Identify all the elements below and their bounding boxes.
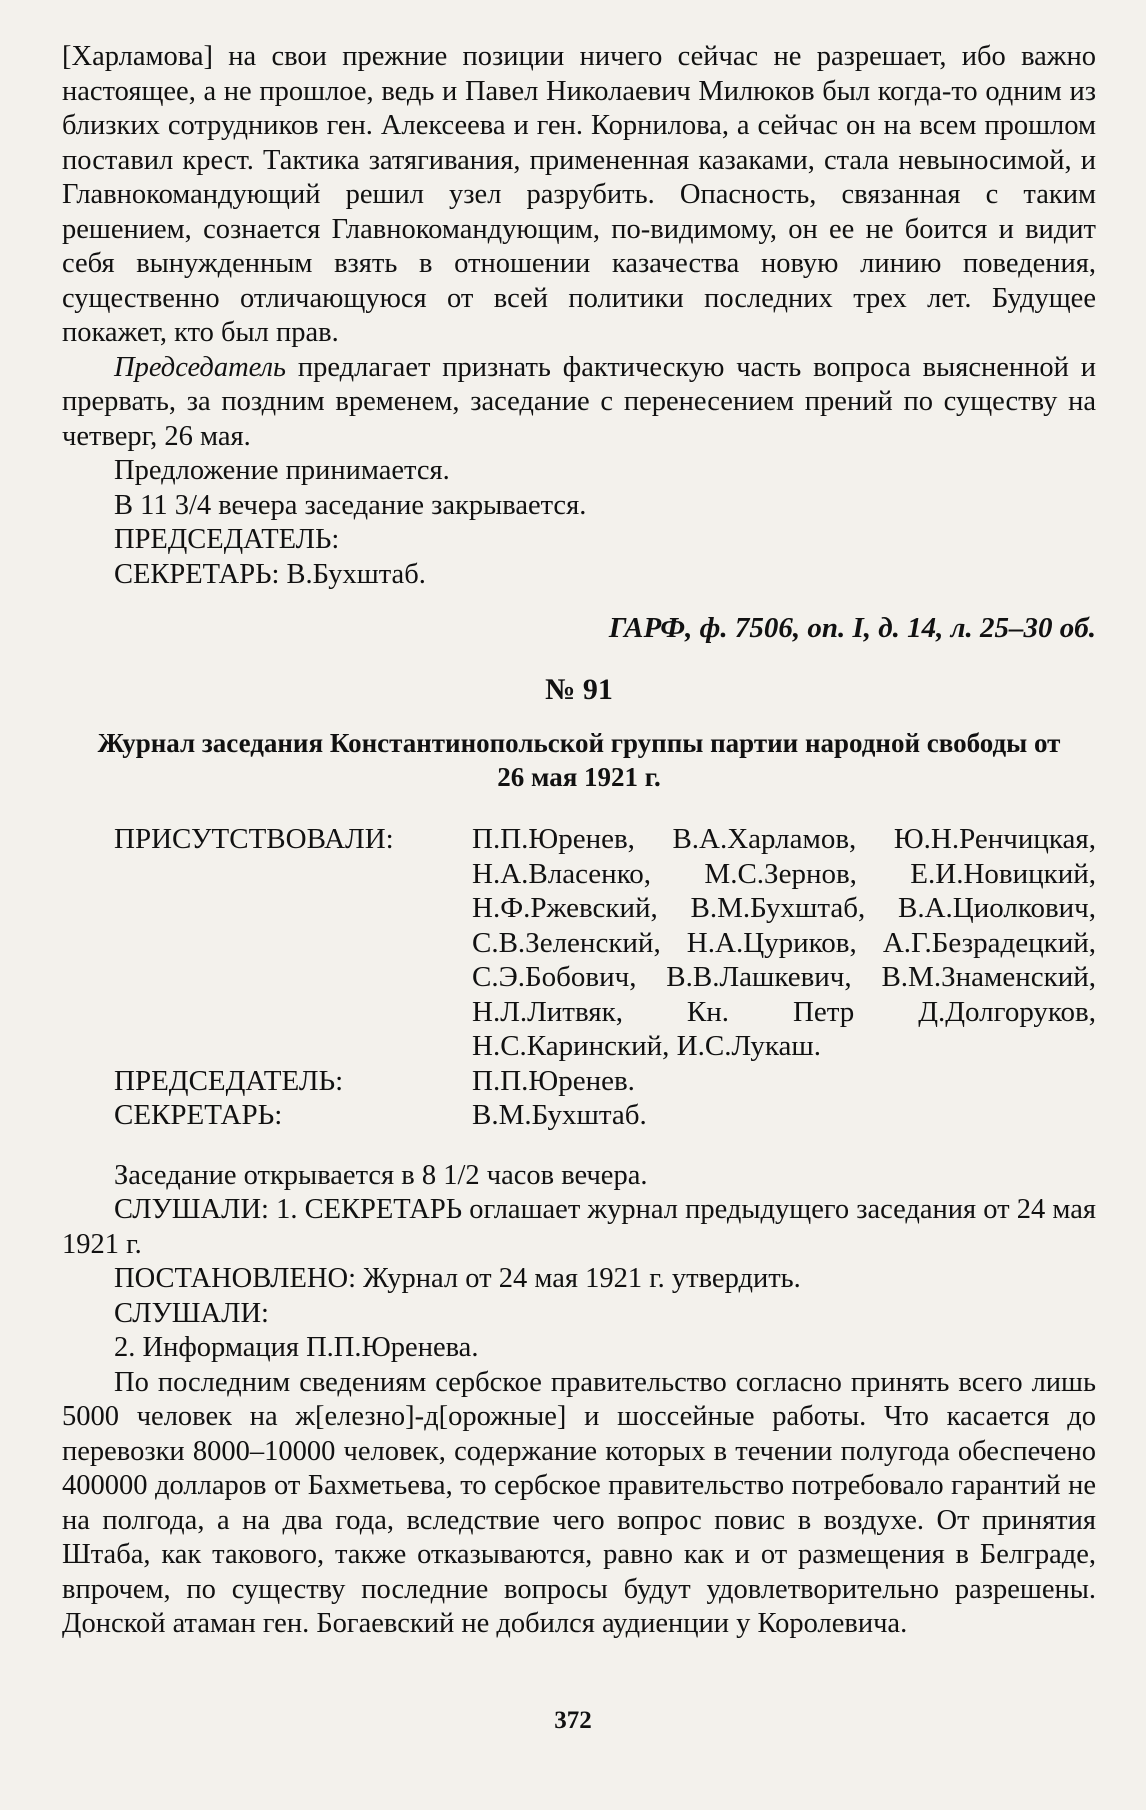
secretary-row [62, 1098, 1096, 1133]
secretary-name: В.М.Бухштаб. [472, 1099, 647, 1131]
chairman-name: П.П.Юренев. [472, 1064, 635, 1097]
secretary-signature: СЕКРЕТАРЬ: В.Бухштаб. [114, 558, 426, 590]
present-label: ПРИСУТСТВОВАЛИ: [114, 823, 394, 855]
minutes-section [62, 1159, 1096, 1642]
page-number: 372 [554, 1707, 592, 1734]
continuation-section [62, 40, 1096, 592]
session-closed-fraction: 3/4 [174, 489, 212, 521]
heard-item-1: СЛУШАЛИ: 1. СЕКРЕТАРЬ оглашает журнал предыдущего заседания от 24 мая 1921 г. [62, 1194, 1096, 1260]
chair-word: Председатель [114, 351, 286, 383]
proposal-accepted: Предложение принимается. [114, 455, 450, 486]
secretary-label: СЕКРЕТАРЬ: [114, 1099, 283, 1131]
chairman-label: ПРЕДСЕДАТЕЛЬ: [114, 1064, 344, 1097]
chairman-signature: ПРЕДСЕДАТЕЛЬ: [114, 524, 340, 555]
heard-item-2: 2. Информация П.П.Юренева. [114, 1332, 479, 1363]
resolution: ПОСТАНОВЛЕНО: Журнал от 24 мая 1921 г. утвердить. [114, 1263, 801, 1294]
continuation-paragraph: [Харламова] на свои прежние позиции ничего сейчас не разрешает, ибо важно настоящее, а не прошлое, ведь и Павел Николаевич Милюков был когда-то одним из близких сотрудников ген. Алексеева и ген. Корнилова, а сейчас он на всем прошлом поставил крест. Тактика затягивания, примененная казаками, стала невыносимой, и Главнокомандующий решил узел разрубить. Опасность, связанная с таким решением, сознается Главнокомандующим, по-видимому, он ее не боится и видит себя вынужденным взять в отношении казачества новую линию поведения, существенно отличающуюся от всей политики последних трех лет. Будущее покажет, кто был прав. [62, 41, 1096, 348]
archive-source: ГАРФ, ф. 7506, оп. I, д. 14, л. 25–30 об. [608, 612, 1096, 644]
heard-label-2: СЛУШАЛИ: [114, 1297, 269, 1329]
chair-proposal-text: предлагает признать фактическую часть вопроса выясненной и прервать, за поздним временем, заседание с перенесением прений по существу на четверг, 26 мая. [62, 351, 1096, 452]
session-opened [62, 1159, 1096, 1194]
session-closed-suffix: вечера заседание закрывается. [211, 489, 587, 521]
chairman-row [62, 1064, 1096, 1099]
attendance-block [62, 822, 1096, 1064]
session-closed [62, 489, 1096, 524]
session-opened-prefix: Заседание открывается в 8 [114, 1159, 444, 1191]
session-opened-fraction: 1/2 [443, 1159, 480, 1191]
information-paragraph: По последним сведениям сербское правительство согласно принять всего лишь 5000 человек на ж[елезно]-д[орожные] и шоссейные работы. Что касается до перевозки 8000–10000 человек, содержание которых в течении полугода обеспечено 400000 долларов от Бахметьева, то сербское правительство потребовало гарантий не на полгода, а на два года, вследствие чего вопрос повис в воздухе. От принятия Штаба, как такового, также отказываются, равно как и от размещения в Белграде, впрочем, по существу последние вопросы будут удовлетворительно разрешены. Донской атаман ген. Богаевский не добился аудиенции у Королевича. [62, 1366, 1096, 1639]
chair-proposal-paragraph [62, 351, 1096, 455]
session-opened-suffix: часов вечера. [479, 1159, 648, 1191]
session-closed-prefix: В 11 [114, 489, 175, 521]
present-list: П.П.Юренев, В.А.Харламов, Ю.Н.Ренчицкая, Н.А.Власенко, М.С.Зернов, Е.И.Новицкий, Н.Ф.Ржевский, В.М.Бухштаб, В.А.Циолкович, С.В.Зеленский, Н.А.Цуриков, А.Г.Безрадецкий, С.Э.Бобович, В.В.Лашкевич, В.М.Знаменский, Н.Л.Литвяк, Кн. Петр Д.Долгоруков, Н.С.Каринский, И.С.Лукаш. [472, 823, 1096, 1062]
document-title: Журнал заседания Константинопольской группы партии народной свободы от 26 мая 1921 г. [97, 728, 1061, 792]
document-number: № 91 [545, 673, 613, 706]
